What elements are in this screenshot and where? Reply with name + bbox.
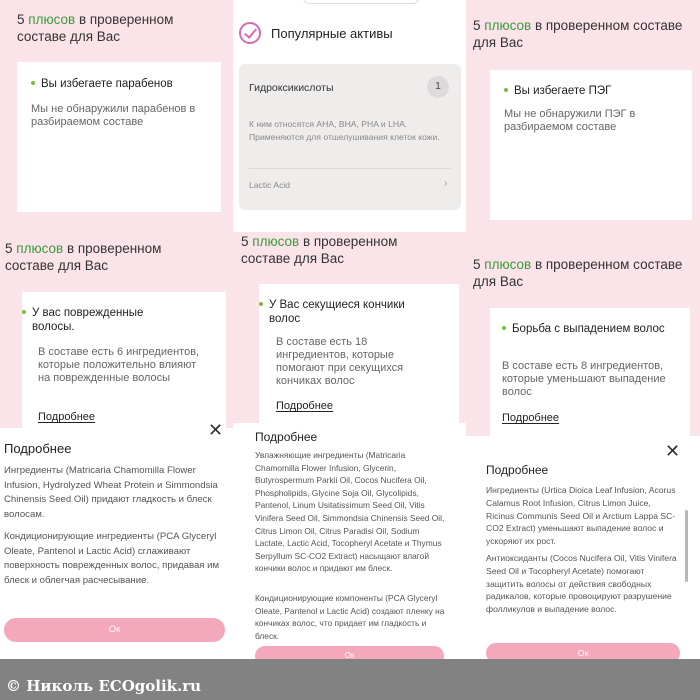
actives-title: Популярные активы [271, 26, 393, 41]
advantage-desc: Мы не обнаружили ПЭГ в разбираемом составе [504, 108, 636, 133]
advantage-title: Борьба с выпадением волос [502, 322, 672, 336]
plus-heading [241, 233, 441, 267]
advantage-desc: В составе есть 8 ингредиентов, которые уменьшают выпадение волос [502, 360, 666, 398]
modal-sheet [0, 420, 233, 659]
ok-button[interactable]: Ок [255, 646, 444, 659]
modal-paragraph: Кондиционирующие ингредиенты (PCA Glyceryl Oleate, Pantenol и Lactic Acid) сглаживают поверхность поврежденных волос, придавая им блеск и облегчая расчесывание. [4, 531, 220, 586]
plus-count: 5 [17, 12, 25, 27]
modal-sheet [233, 423, 466, 659]
close-icon[interactable]: ✕ [208, 420, 224, 440]
check-circle-icon [239, 22, 261, 44]
plus-count: 5 [5, 241, 13, 256]
active-ingredient-count: 1 [427, 76, 449, 98]
tile-damaged-hair [0, 232, 233, 659]
plus-heading [473, 17, 683, 51]
active-ingredient-link[interactable]: Lactic Acid [249, 180, 291, 190]
modal-title: Подробнее [4, 441, 72, 456]
advantage-card [490, 308, 690, 444]
modal-title: Подробнее [255, 430, 318, 444]
scrollbar[interactable] [685, 510, 688, 582]
plus-word: плюсов [252, 234, 300, 249]
plus-rest: в проверенном составе для Вас [473, 18, 683, 50]
advantage-card [490, 70, 692, 220]
plus-rest: в проверенном составе для Вас [17, 12, 174, 44]
plus-rest: в проверенном составе для Вас [5, 241, 162, 273]
plus-rest: в проверенном составе для Вас [473, 257, 683, 289]
modal-paragraph: Увлажняющие ингредиенты (Matricaria Chamomilla Flower Infusion, Glycerin, Butyrospermum Parkii Oil, Cocos Nucifera Oil, Phospholipids, Glycine Soja Oil, Glycolipids, Pantenol, Linum Usitatissimum Seed Oil, Vitis Vinifera Seed Oil, Simmondsia Chinensis Seed Oil, Citrus Limon Oil, Citrus Paradisi Oil, Sodium Lactate, Lactic Acid, Tocopheryl Acetate и Thymus Serpyllum SC-CO2 Extract) насыщают влагой кончики волос и придают им блеск. [255, 450, 445, 574]
plus-heading [473, 256, 683, 290]
advantage-desc: В составе есть 18 ингредиентов, которые помогают при секущихся кончиках волос [276, 336, 404, 387]
plus-word: плюсов [484, 18, 532, 33]
modal-sheet [466, 436, 700, 659]
modal-paragraph: Ингредиенты (Matricaria Chamomilla Flower Infusion, Hydrolyzed Wheat Protein и Simmondsia Chinensis Seed Oil) придают гладкость и блеск волосам. [4, 465, 218, 520]
advantage-card [259, 284, 459, 424]
top-button-edge [303, 0, 419, 4]
chevron-right-icon[interactable]: › [444, 178, 448, 189]
tile-peg [466, 0, 700, 232]
watermark: © Николь ECOgolik.ru [6, 677, 202, 695]
ok-button[interactable]: Ок [486, 643, 680, 659]
tile-hair-loss [466, 232, 700, 659]
active-ingredient-desc: К ним относятся AHA, BHA, PHA и LHA. Применяются для отшелушивания клеток кожи. [249, 119, 440, 142]
ok-button[interactable]: Ок [4, 618, 225, 642]
modal-paragraph: Антиоксиданты (Cocos Nucifera Oil, Vitis Vinifera Seed Oil и Tocopheryl Acetate) помогают защитить волосы от действия свободных радикалов, которые провоцируют разрушение фолликулов и выпадение волос. [486, 553, 677, 615]
advantage-card [22, 292, 226, 432]
plus-count: 5 [473, 18, 481, 33]
active-ingredient-card[interactable] [239, 64, 461, 210]
more-link[interactable]: Подробнее [502, 412, 560, 424]
modal-title: Подробнее [486, 463, 549, 477]
advantage-desc: Мы не обнаружили парабенов в разбираемом составе [31, 103, 196, 128]
advantage-title: У вас поврежденные волосы. [22, 306, 182, 334]
plus-word: плюсов [28, 12, 76, 27]
modal-paragraph: Кондиционирующие компоненты (PCA Glyceryl Oleate, Pantenol и Lactic Acid) создают пленку на кончиках волос, что придает им гладкость и блеск. [255, 593, 445, 641]
plus-count: 5 [473, 257, 481, 272]
advantage-desc: В составе есть 6 ингредиентов, которые положительно влияют на поврежденные волосы [38, 346, 200, 384]
active-ingredient-name: Гидроксикислоты [249, 82, 334, 94]
more-link[interactable]: Подробнее [38, 411, 96, 423]
tile-split-ends [233, 232, 466, 659]
plus-heading [5, 240, 205, 274]
plus-word: плюсов [16, 241, 64, 256]
plus-word: плюсов [484, 257, 532, 272]
divider [249, 168, 451, 169]
more-link[interactable]: Подробнее [276, 400, 334, 412]
advantage-title: У Вас секущиеся кончики волос [259, 298, 439, 326]
advantage-card [17, 62, 221, 212]
close-icon[interactable]: ✕ [665, 441, 681, 461]
modal-paragraph: Ингредиенты (Urtica Dioica Leaf Infusion, Acorus Calamus Root Infusion, Citrus Limon Juice, Ricinus Communis Seed Oil и Arctium Lappa SC-CO2 Extract) уменьшают выпадение волос и ускоряют их рост. [486, 485, 676, 547]
tile-parabens [0, 0, 233, 232]
plus-rest: в проверенном составе для Вас [241, 234, 398, 266]
plus-heading [17, 11, 217, 45]
tile-actives [233, 0, 466, 232]
advantage-title: Вы избегаете парабенов [31, 77, 211, 91]
plus-count: 5 [241, 234, 249, 249]
advantage-title: Вы избегаете ПЭГ [504, 84, 684, 98]
